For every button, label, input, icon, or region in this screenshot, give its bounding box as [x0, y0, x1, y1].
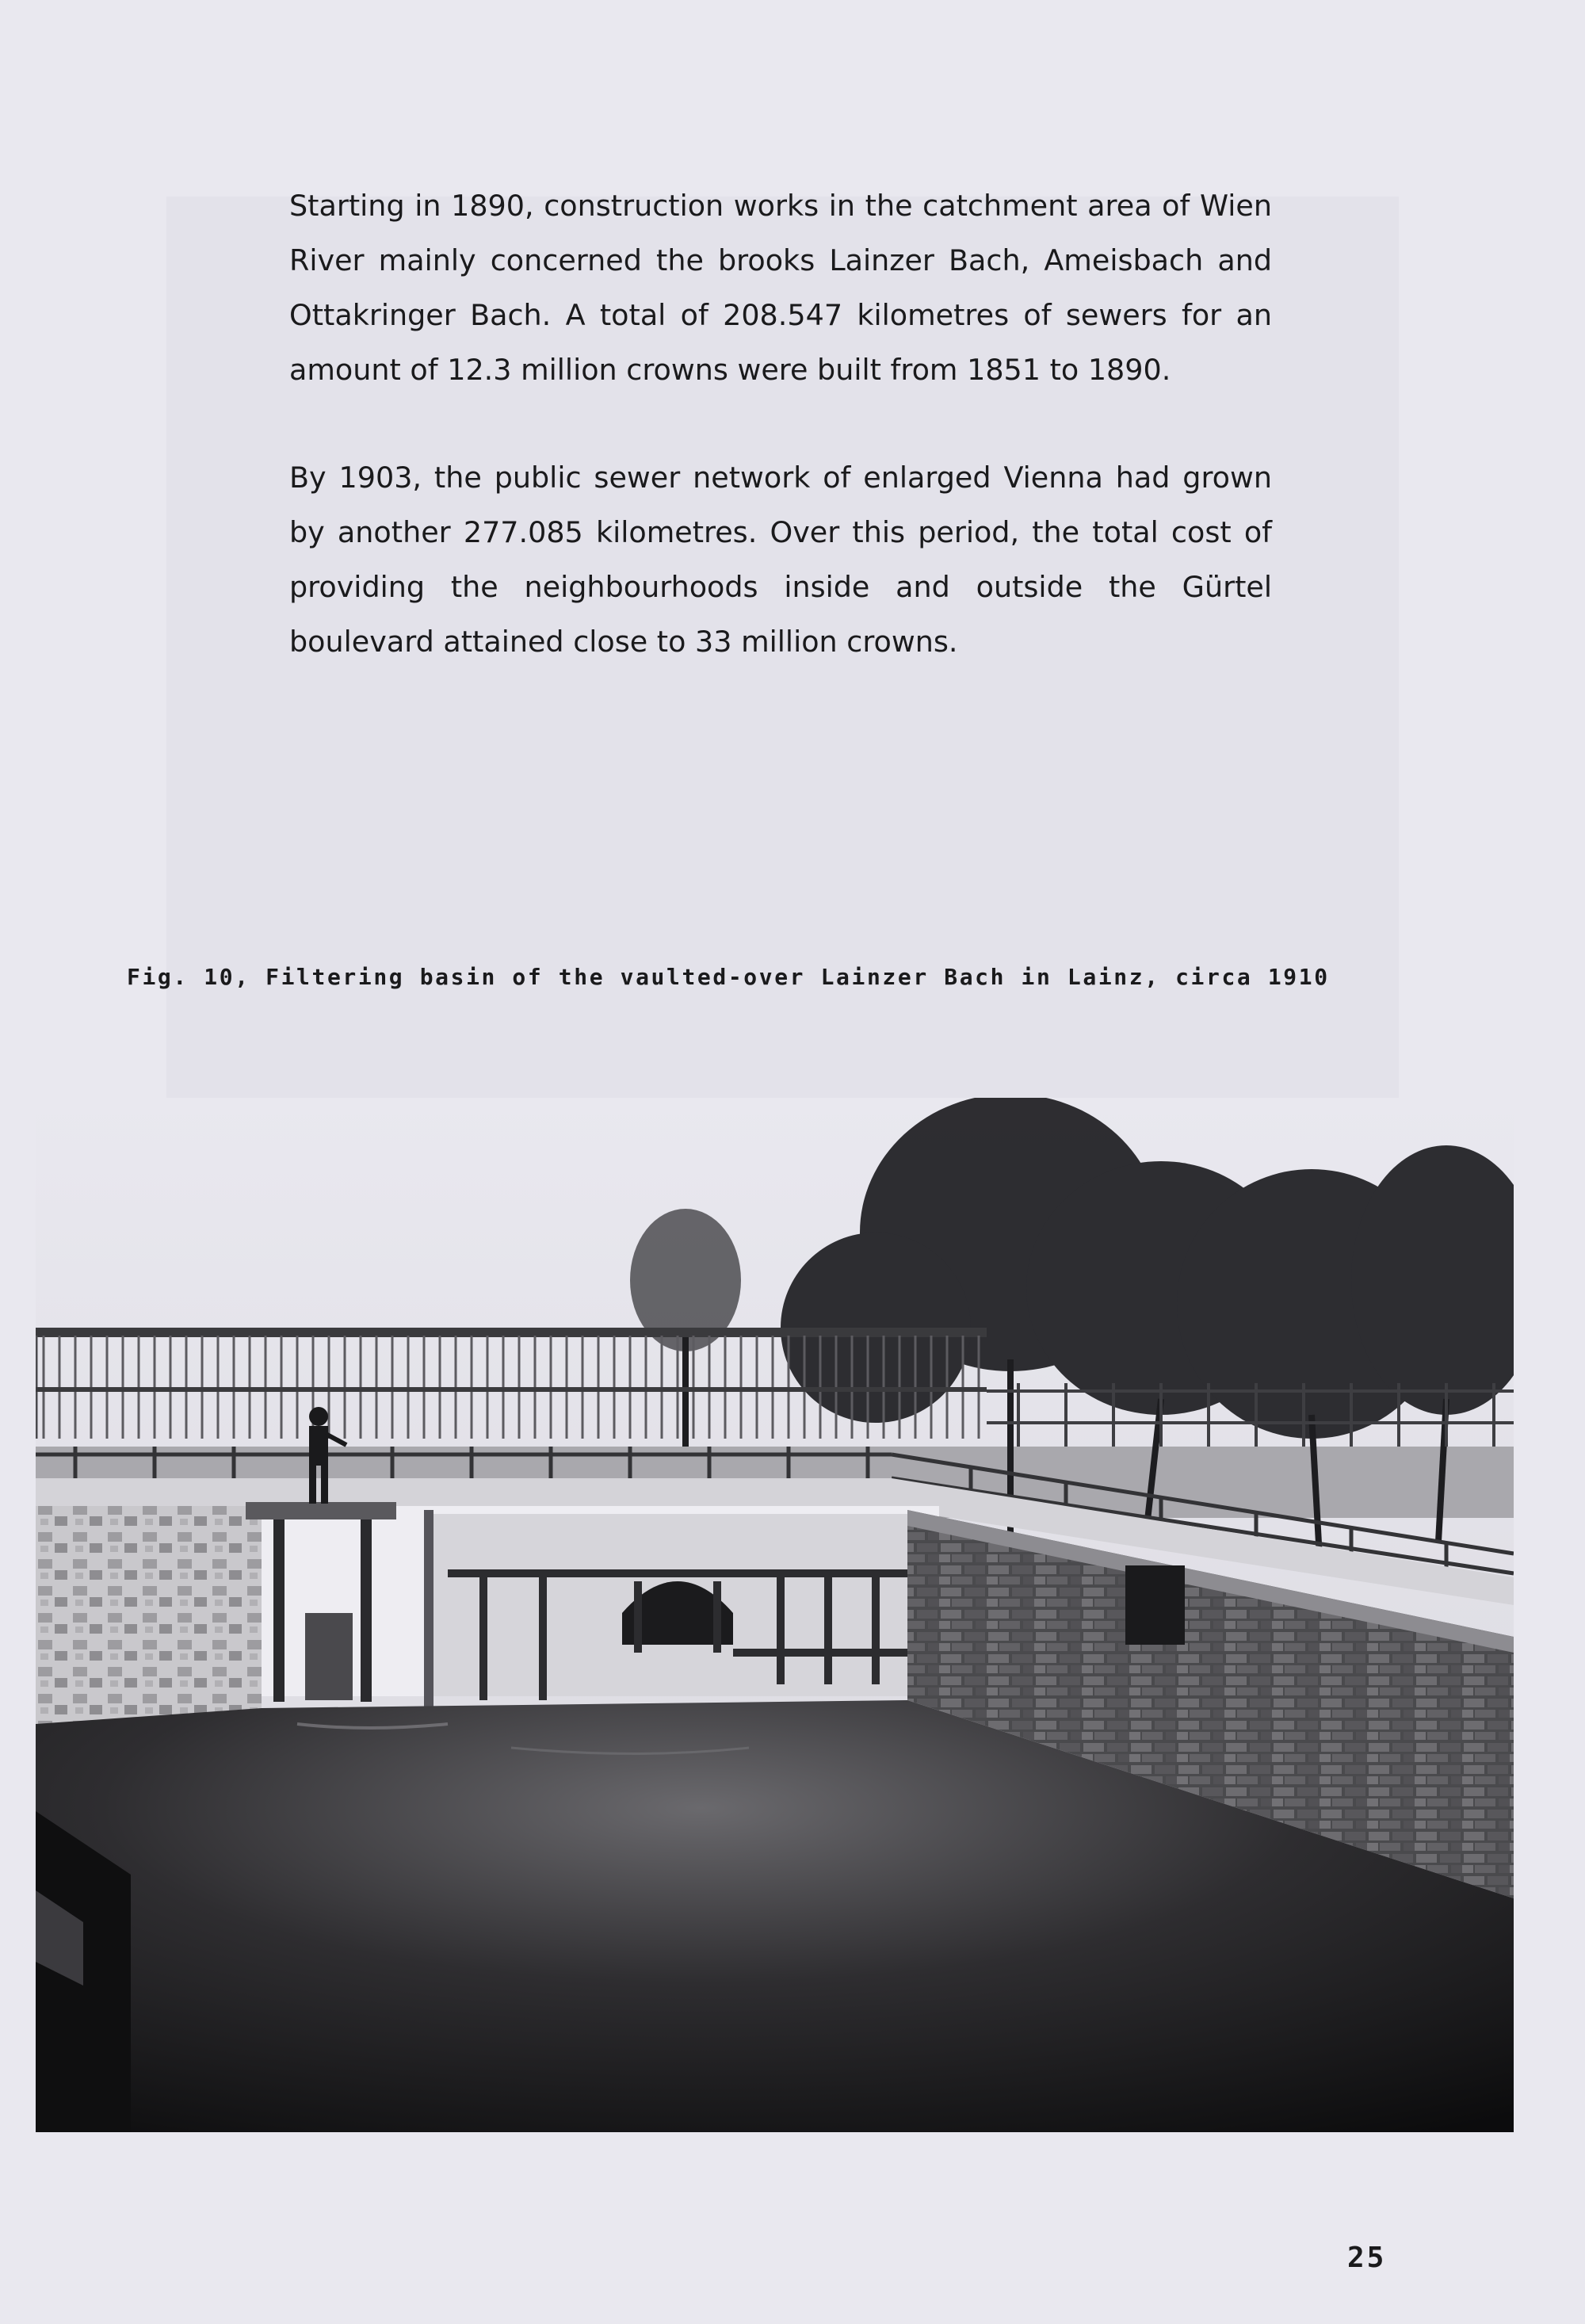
body-text: [289, 178, 1272, 722]
filtering-basin-photo-icon: [36, 1098, 1514, 2132]
figure-caption: Fig. 10, Filtering basin of the vaulted-over Lainzer Bach in Lainz, circa 1910: [127, 964, 1330, 990]
figure-photo: [36, 1098, 1514, 2132]
paragraph-1: Starting in 1890, construction works in the catchment area of Wien River mainly concerned the brooks Lainzer Bach, Ameisbach and Ottakringer Bach. A total of 208.547 kilometres of sewers for an amount of 12.3 million crowns were built from 1851 to 1890.: [289, 189, 1272, 387]
paragraph-2: By 1903, the public sewer network of enlarged Vienna had grown by another 277.085 kilometres. Over this period, the total cost of providing the neighbourhoods inside and outside the Gürtel boulevard attained close to 33 million crowns.: [289, 461, 1272, 659]
page-number: 25: [1347, 2242, 1387, 2274]
